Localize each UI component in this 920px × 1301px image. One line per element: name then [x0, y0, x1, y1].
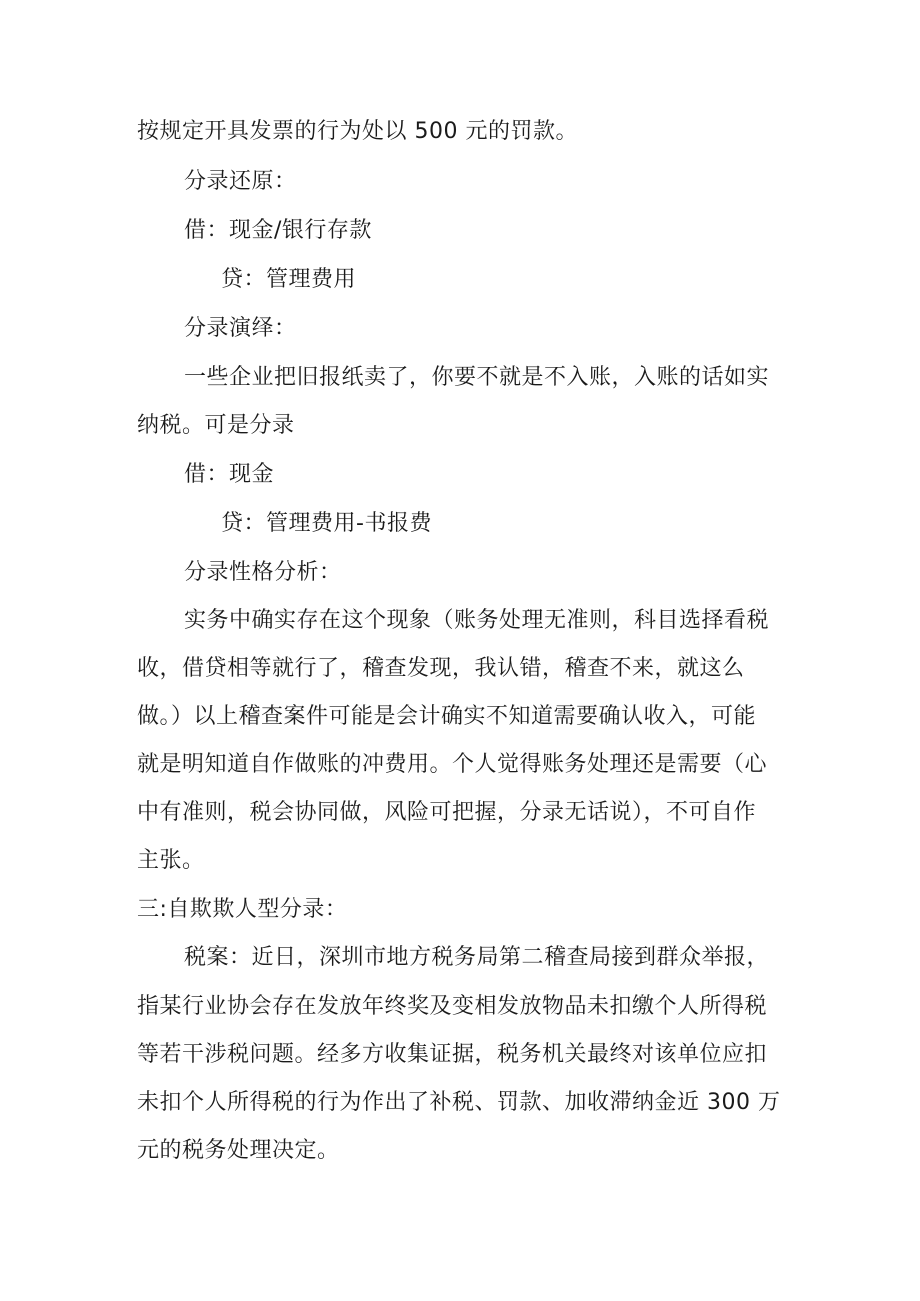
section-heading-entry-deduction: 分录演绎：: [184, 316, 297, 341]
text-line: 就是明知道自作做账的冲费用。个人觉得账务处理还是需要（心: [137, 752, 768, 777]
text-line: 一些企业把旧报纸卖了，你要不就是不入账，入账的话如实: [184, 365, 770, 390]
text-line: 实务中确实存在这个现象（账务处理无准则，科目选择看税: [184, 608, 770, 633]
text-line: 未扣个人所得税的行为作出了补税、罚款、加收滞纳金近 300 万: [137, 1090, 781, 1115]
text-line: 等若干涉税问题。经多方收集证据，税务机关最终对该单位应扣: [137, 1042, 768, 1067]
debit-entry: 借：现金: [184, 462, 275, 487]
text-line: 元的税务处理决定。: [137, 1138, 340, 1163]
section-heading-entry-analysis: 分录性格分析：: [184, 560, 342, 585]
text-line: 中有准则，税会协同做，风险可把握，分录无话说），不可自作: [137, 800, 757, 825]
text-line: 指某行业协会存在发放年终奖及变相发放物品未扣缴个人所得税: [137, 994, 768, 1019]
section-heading-self-deception: 三:自欺欺人型分录：: [137, 897, 348, 922]
text-line: 税案：近日，深圳市地方税务局第二稽查局接到群众举报，: [184, 945, 770, 970]
text-line: 主张。: [137, 848, 205, 873]
text-line: 按规定开具发票的行为处以 500 元的罚款。: [137, 119, 578, 144]
credit-entry: 贷：管理费用: [221, 267, 357, 292]
credit-entry: 贷：管理费用-书报费: [221, 511, 432, 536]
section-heading-entry-restore: 分录还原：: [184, 169, 297, 194]
text-line: 纳税。可是分录: [137, 413, 295, 438]
text-line: 做。）以上稽查案件可能是会计确实不知道需要确认收入，可能: [137, 704, 757, 729]
debit-entry: 借：现金/银行存款: [184, 218, 372, 243]
text-line: 收，借贷相等就行了，稽查发现，我认错，稽查不来，就这么: [137, 656, 745, 681]
